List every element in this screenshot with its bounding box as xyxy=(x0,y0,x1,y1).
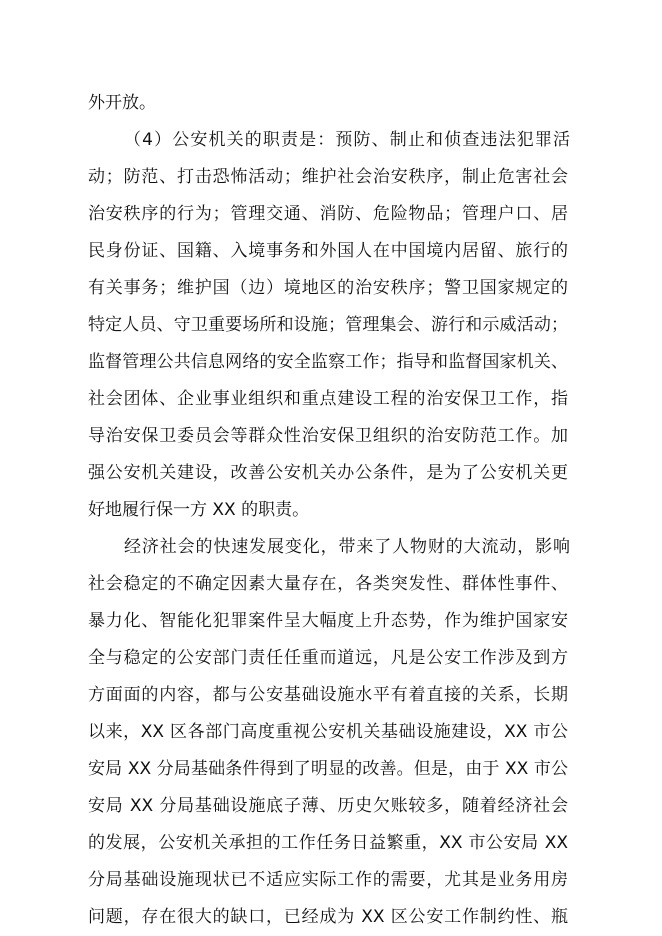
text-line: 暴力化、智能化犯罪案件呈大幅度上升态势，作为维护国家安 xyxy=(88,611,568,631)
text-line: 社会团体、企业事业组织和重点建设工程的治安保卫工作，指 xyxy=(88,389,568,409)
text-line: 强公安机关建设，改善公安机关办公条件，是为了公安机关更 xyxy=(88,463,568,483)
paragraph-first-line: 经济社会的快速发展变化，带来了人物财的大流动，影响 xyxy=(124,537,570,557)
text-line: 特定人员、守卫重要场所和设施；管理集会、游行和示威活动； xyxy=(88,315,568,335)
text-line: 方面面的内容，都与公安基础设施水平有着直接的关系，长期 xyxy=(88,685,568,705)
text-line: 监督管理公共信息网络的安全监察工作；指导和监督国家机关、 xyxy=(88,352,568,372)
text-line: 社会稳定的不确定因素大量存在，各类突发性、群体性事件、 xyxy=(88,574,568,594)
text-line: 动；防范、打击恐怖活动；维护社会治安秩序，制止危害社会 xyxy=(88,167,568,187)
text-line: 的发展，公安机关承担的工作任务日益繁重，XX 市公安局 XX xyxy=(88,833,568,853)
text-line: 以来，XX 区各部门高度重视公安机关基础设施建设，XX 市公 xyxy=(88,722,568,742)
text-line: 外开放。 xyxy=(88,93,156,113)
text-line: 民身份证、国籍、入境事务和外国人在中国境内居留、旅行的 xyxy=(88,241,568,261)
text-line: 导治安保卫委员会等群众性治安保卫组织的治安防范工作。加 xyxy=(88,426,568,446)
text-line: 安局 XX 分局基础设施底子薄、历史欠账较多，随着经济社会 xyxy=(88,796,568,816)
text-line: 好地履行保一方 XX 的职责。 xyxy=(88,500,310,520)
text-line: 安局 XX 分局基础条件得到了明显的改善。但是，由于 XX 市公 xyxy=(88,759,568,779)
paragraph-first-line: （4）公安机关的职责是：预防、制止和侦查违法犯罪活 xyxy=(124,130,570,150)
text-line: 问题，存在很大的缺口，已经成为 XX 区公安工作制约性、瓶 xyxy=(88,907,568,927)
text-line: 有关事务；维护国（边）境地区的治安秩序；警卫国家规定的 xyxy=(88,278,568,298)
text-line: 全与稳定的公安部门责任任重而道远，凡是公安工作涉及到方 xyxy=(88,648,568,668)
text-line: 治安秩序的行为；管理交通、消防、危险物品；管理户口、居 xyxy=(88,204,568,224)
text-line: 分局基础设施现状已不适应实际工作的需要，尤其是业务用房 xyxy=(88,870,568,890)
